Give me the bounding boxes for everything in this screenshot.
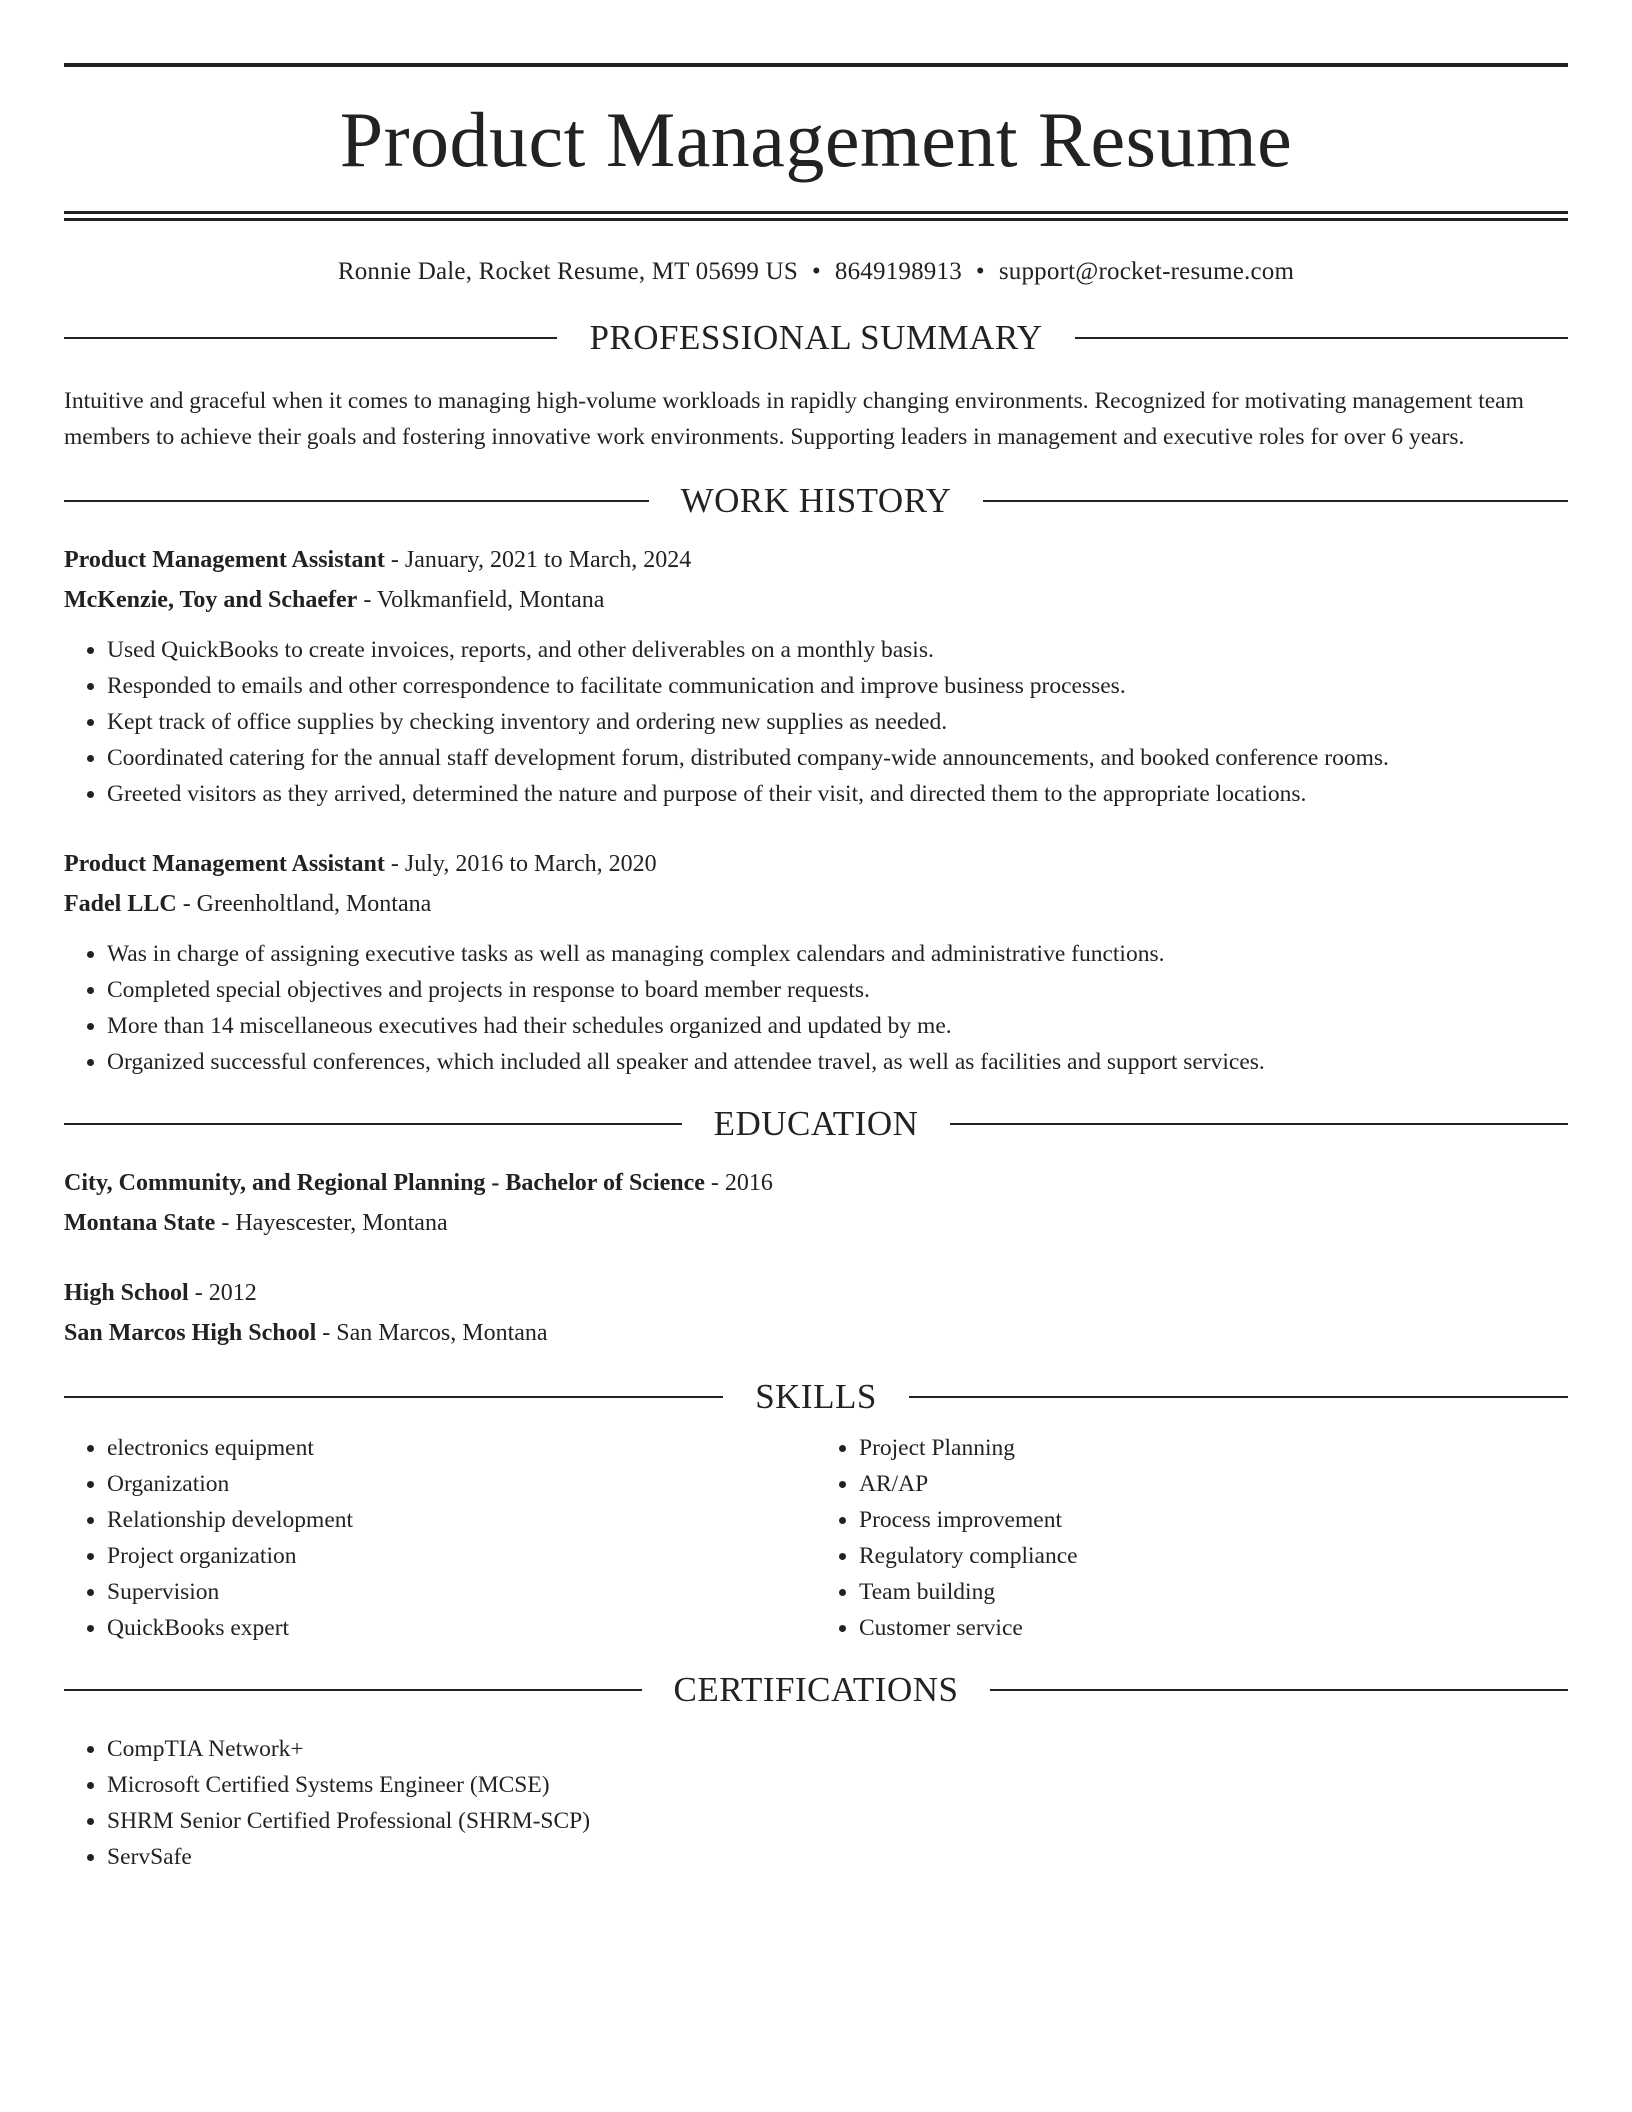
- job-title-line: [64, 540, 1568, 580]
- education-degree: City, Community, and Regional Planning - Bachelor of Science: [64, 1170, 705, 1196]
- job-bullet: • Organized successful conferences, which included all speaker and attendee travel, as well as facilities and support services.: [107, 1044, 1568, 1080]
- skills-list-left: [64, 1430, 816, 1646]
- contact-separator: •: [975, 258, 985, 285]
- job-location: - Volkmanfield, Montana: [357, 587, 605, 613]
- job-bullet: • More than 14 miscellaneous executives had their schedules organized and updated by me.: [107, 1008, 1568, 1044]
- education-school: Montana State: [64, 1210, 216, 1236]
- title-double-rule: [64, 211, 1568, 221]
- skill-item: • Project Planning: [859, 1430, 1568, 1466]
- skills-heading: [64, 1379, 1568, 1414]
- education-heading-label: EDUCATION: [713, 1104, 919, 1143]
- skills-list-right: [816, 1430, 1568, 1646]
- education-entry: [64, 1273, 1568, 1353]
- heading-rule: [950, 1123, 1568, 1125]
- job-entry: [64, 540, 1568, 812]
- job-bullets: [64, 936, 1568, 1080]
- certification-item: • Microsoft Certified Systems Engineer (MCSE): [107, 1767, 1568, 1803]
- job-bullet: • Responded to emails and other correspondence to facilitate communication and improve business processes.: [107, 668, 1568, 704]
- heading-rule: [64, 500, 649, 502]
- education-location: - San Marcos, Montana: [316, 1320, 548, 1346]
- education-degree-line: [64, 1273, 1568, 1313]
- certifications-heading: [64, 1672, 1568, 1707]
- heading-rule: [64, 337, 557, 339]
- job-company-line: [64, 884, 1568, 924]
- heading-rule: [64, 1396, 723, 1398]
- education-location: - Hayescester, Montana: [215, 1210, 448, 1236]
- heading-rule: [64, 1689, 642, 1691]
- job-dates: - July, 2016 to March, 2020: [384, 851, 657, 877]
- summary-text: Intuitive and graceful when it comes to managing high-volume workloads in rapidly changing environments. Recognized for motivating management team members to achieve their goals and fostering innovative work environments. Supporting leaders in management and executive roles for over 6 years.: [64, 388, 1524, 450]
- job-bullets: [64, 632, 1568, 812]
- education-year: - 2012: [188, 1280, 257, 1306]
- job-bullet: • Was in charge of assigning executive tasks as well as managing complex calendars and administrative functions.: [107, 936, 1568, 972]
- skill-item: • QuickBooks expert: [107, 1610, 816, 1646]
- education-school: San Marcos High School: [64, 1320, 317, 1346]
- skill-item: • Team building: [859, 1574, 1568, 1610]
- certification-item: • ServSafe: [107, 1839, 1568, 1875]
- skill-item: • Regulatory compliance: [859, 1538, 1568, 1574]
- certification-item: • CompTIA Network+: [107, 1731, 1568, 1767]
- job-bullet: • Kept track of office supplies by checking inventory and ordering new supplies as needed.: [107, 704, 1568, 740]
- job-title: Product Management Assistant: [64, 851, 385, 877]
- skill-item: • Project organization: [107, 1538, 816, 1574]
- education-degree: High School: [64, 1280, 189, 1306]
- job-bullet: • Used QuickBooks to create invoices, reports, and other deliverables on a monthly basis.: [107, 632, 1568, 668]
- heading-rule: [909, 1396, 1568, 1398]
- heading-rule: [983, 500, 1568, 502]
- skill-item: • Process improvement: [859, 1502, 1568, 1538]
- contact-separator: •: [811, 258, 821, 285]
- work-history-heading: [64, 483, 1568, 518]
- education-school-line: [64, 1203, 1568, 1243]
- skill-item: • Organization: [107, 1466, 816, 1502]
- contact-email: support@rocket-resume.com: [998, 258, 1295, 285]
- work-history-heading-label: WORK HISTORY: [680, 481, 952, 520]
- certification-item: • SHRM Senior Certified Professional (SHRM-SCP): [107, 1803, 1568, 1839]
- skills-heading-label: SKILLS: [755, 1377, 877, 1416]
- skill-item: • electronics equipment: [107, 1430, 816, 1466]
- education-heading: [64, 1106, 1568, 1141]
- education-degree-line: [64, 1163, 1568, 1203]
- job-title-line: [64, 844, 1568, 884]
- contact-address: Ronnie Dale, Rocket Resume, MT 05699 US: [337, 258, 798, 285]
- certifications-heading-label: CERTIFICATIONS: [673, 1670, 959, 1709]
- job-dates: - January, 2021 to March, 2024: [384, 547, 692, 573]
- skill-item: • Customer service: [859, 1610, 1568, 1646]
- heading-rule: [64, 1123, 682, 1125]
- resume-page: [64, 63, 1568, 1875]
- top-rule: [64, 63, 1568, 67]
- job-bullet: • Coordinated catering for the annual staff development forum, distributed company-wide announcements, and booked conference rooms.: [107, 740, 1568, 776]
- summary-heading-label: PROFESSIONAL SUMMARY: [589, 318, 1043, 357]
- job-location: - Greenholtland, Montana: [176, 891, 432, 917]
- certifications-list: [64, 1731, 1568, 1875]
- job-company: McKenzie, Toy and Schaefer: [64, 587, 358, 613]
- skills-grid: [64, 1430, 1568, 1646]
- education-school-line: [64, 1313, 1568, 1353]
- summary-heading: [64, 320, 1568, 355]
- skill-item: • AR/AP: [859, 1466, 1568, 1502]
- job-bullet: • Greeted visitors as they arrived, determined the nature and purpose of their visit, and directed them to the appropriate locations.: [107, 776, 1568, 812]
- skill-item: • Supervision: [107, 1574, 816, 1610]
- job-company: Fadel LLC: [64, 891, 177, 917]
- job-title: Product Management Assistant: [64, 547, 385, 573]
- contact-line: [64, 259, 1568, 284]
- contact-phone: 8649198913: [834, 258, 962, 285]
- skill-item: • Relationship development: [107, 1502, 816, 1538]
- education-entry: [64, 1163, 1568, 1243]
- heading-rule: [1075, 337, 1568, 339]
- job-bullet: • Completed special objectives and projects in response to board member requests.: [107, 972, 1568, 1008]
- job-company-line: [64, 580, 1568, 620]
- heading-rule: [990, 1689, 1568, 1691]
- job-entry: [64, 844, 1568, 1080]
- education-year: - 2016: [704, 1170, 773, 1196]
- resume-title: Product Management Resume: [339, 96, 1293, 183]
